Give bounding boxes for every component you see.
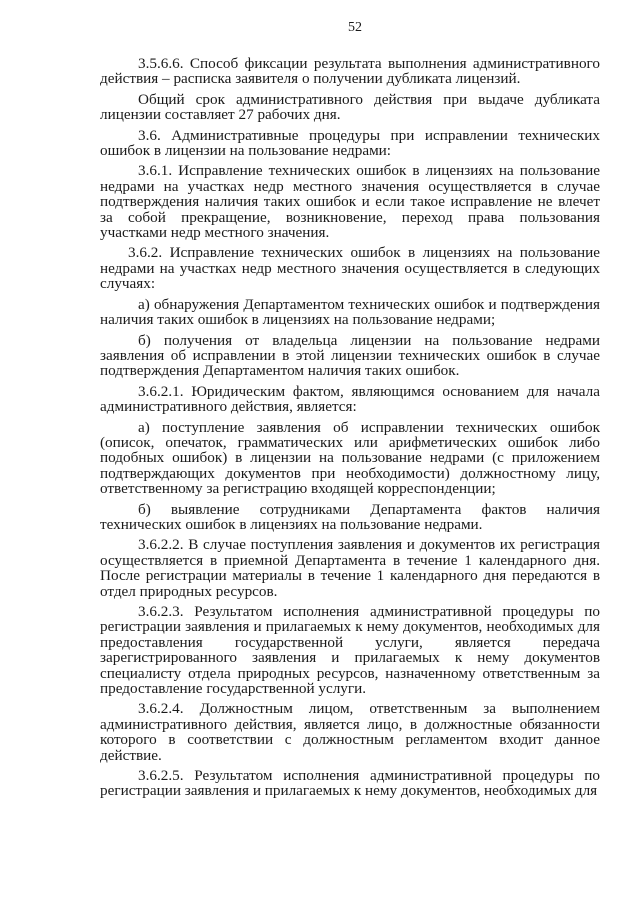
paragraph-3-6-2-b: б) получения от владельца лицензии на пользование недрами заявления об исправлении в этой лицензии технических ошибок в случае подтверждения Департаментом наличия таких ошибок. xyxy=(100,331,600,380)
paragraph-total-term: Общий срок административного действия при выдаче дубликата лицензии составляет 27 рабочих дня. xyxy=(100,90,600,124)
paragraph-3-6-2-3: 3.6.2.3. Результатом исполнения административной процедуры по регистрации заявления и прилагаемых к нему документов, необходимых для предоставления государственной услуги, является передача зарегистрированного заявления и прилагаемых к нему документов специалисту отдела природных ресурсов, назначенному ответственным за предоставление государственной услуги. xyxy=(100,603,600,698)
paragraph-3-6-2-5: 3.6.2.5. Результатом исполнения административной процедуры по регистрации заявления и прилагаемых к нему документов, необходимых для xyxy=(100,767,600,800)
paragraph-3-6-2-a: а) обнаружения Департаментом технических ошибок и подтверждения наличия таких ошибок в лицензиях на пользование недрами; xyxy=(100,295,600,329)
paragraph-3-5-6-6: 3.5.6.6. Способ фиксации результата выполнения административного действия – расписка заявителя о получении дубликата лицензий. xyxy=(100,55,600,88)
paragraph-3-6: 3.6. Административные процедуры при исправлении технических ошибок в лицензии на пользование недрами: xyxy=(100,126,600,160)
paragraph-3-6-2-1-a: а) поступление заявления об исправлении технических ошибок (описок, опечаток, грамматических или арифметических ошибок либо подобных ошибок) в лицензии на пользование недрами (с приложением подтверждающих документов при необходимости) должностному лицу, ответственному за регистрацию входящей корреспонденции; xyxy=(100,418,600,498)
page-number: 52 xyxy=(348,20,362,35)
paragraph-3-6-2: 3.6.2. Исправление технических ошибок в лицензиях на пользование недрами на участках недр местного значения осуществляется в следующих случаях: xyxy=(100,244,600,293)
paragraph-3-6-2-1: 3.6.2.1. Юридическим фактом, являющимся основанием для начала административного действия, является: xyxy=(100,382,600,416)
paragraph-3-6-2-2: 3.6.2.2. В случае поступления заявления и документов их регистрация осуществляется в приемной Департамента в течение 1 календарного дня. После регистрации материалы в течение 1 календарного дня передаются в отдел природных ресурсов. xyxy=(100,536,600,600)
paragraph-3-6-2-4: 3.6.2.4. Должностным лицом, ответственным за выполнением административного действия, является лицо, в должностные обязанности которого в соответствии с должностным регламентом входит данное действие. xyxy=(100,700,600,764)
paragraph-3-6-1: 3.6.1. Исправление технических ошибок в лицензиях на пользование недрами на участках недр местного значения осуществляется в случае подтверждения наличия таких ошибок и если такое исправление не влечет за собой прекращение, возникновение, переход права пользования участками недр местного значения. xyxy=(100,162,600,242)
paragraph-3-6-2-1-b: б) выявление сотрудниками Департамента фактов наличия технических ошибок в лицензиях на пользование недрами. xyxy=(100,500,600,533)
